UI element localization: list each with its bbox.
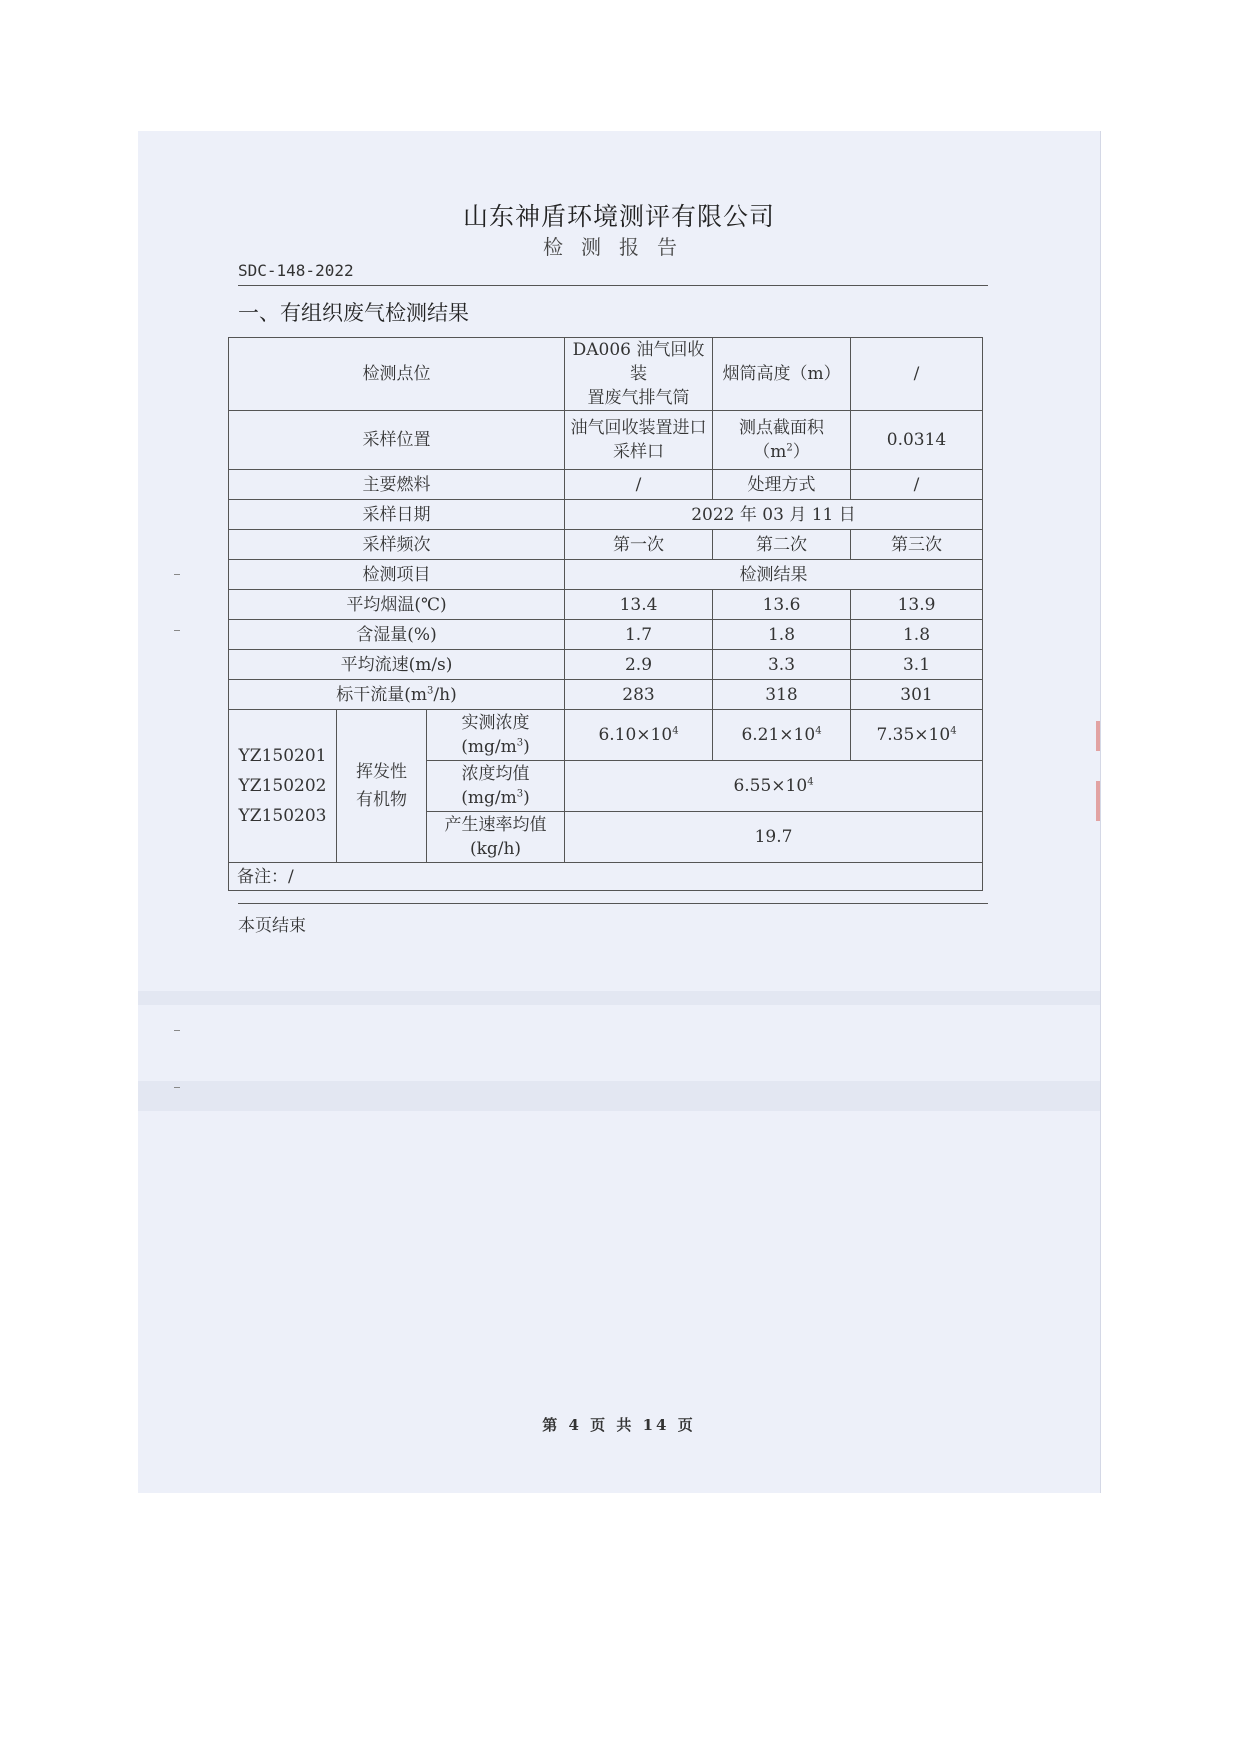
margin-tick [174,1030,180,1031]
cell-value: 13.9 [851,590,983,620]
section-area-value: 0.0314 [851,411,983,470]
sampling-position-label: 采样位置 [229,411,565,470]
unit-prefix: (mg/m [461,737,517,757]
point-value [565,338,713,411]
fuel-label: 主要燃料 [229,470,565,500]
unit-sup: 3 [516,788,524,800]
row-label: 含湿量(%) [229,620,565,650]
measured-mantissa: 7.35×10 [876,725,951,745]
cell-value: 1.8 [851,620,983,650]
footer-prefix: 第 [542,1416,561,1434]
frequency-2: 第二次 [713,530,851,560]
mean-label-text: 浓度均值 [461,764,530,784]
frequency-3: 第三次 [851,530,983,560]
sample-codes [229,710,337,863]
measured-exp: 4 [672,725,679,737]
measured-value [713,710,851,761]
table-row [229,530,983,560]
total-pages: 14 [642,1416,670,1434]
mean-exp: 4 [807,776,814,788]
date-label: 采样日期 [229,500,565,530]
measured-value [565,710,713,761]
end-of-page-note: 本页结束 [238,916,306,936]
results-table [228,337,983,891]
measured-exp: 4 [950,725,957,737]
pollutant-name [337,710,427,863]
sample-code: YZ150201 [238,746,327,766]
mean-mantissa: 6.55×10 [733,776,808,796]
footer-suffix: 页 [677,1416,696,1434]
table-row [229,411,983,470]
document-number: SDC-148-2022 [238,261,354,280]
header-rule [238,285,988,286]
table-row [229,620,983,650]
item-label: 检测项目 [229,560,565,590]
flow-value: 318 [713,680,851,710]
cell-value: 3.1 [851,650,983,680]
rate-value: 19.7 [565,812,983,863]
row-label: 平均流速(m/s) [229,650,565,680]
cell-value: 3.3 [713,650,851,680]
point-value-line1: DA006 油气回收装 [572,340,705,384]
row-label: 平均烟温(℃) [229,590,565,620]
cell-value: 13.4 [565,590,713,620]
flow-value: 283 [565,680,713,710]
rate-label-text: 产生速率均值 [444,815,547,835]
unit-prefix: (mg/m [461,788,517,808]
margin-tick [174,574,180,575]
measured-mantissa: 6.21×10 [741,725,816,745]
sample-code: YZ150202 [238,776,327,796]
table-row [229,470,983,500]
stack-height-label: 烟筒高度（m） [713,338,851,411]
cell-value: 1.8 [713,620,851,650]
unit-suffix: ) [523,737,530,757]
table-row [229,500,983,530]
measured-value [851,710,983,761]
section-area-label-suffix: ） [792,442,810,462]
section-area-label [713,411,851,470]
measured-label [427,710,565,761]
rate-unit: (kg/h) [469,839,522,859]
page-footer [138,1414,1100,1435]
unit-sup: 3 [516,737,524,749]
table-row [229,590,983,620]
unit-suffix: ) [523,788,530,808]
flow-label [229,680,565,710]
sampling-position-line1: 油气回收装置进口 [570,418,707,438]
measured-exp: 4 [815,725,822,737]
frequency-1: 第一次 [565,530,713,560]
cell-value: 13.6 [713,590,851,620]
result-label: 检测结果 [565,560,983,590]
scan-band [138,1081,1100,1111]
seal-fragment [1096,781,1100,821]
treatment-value: / [851,470,983,500]
pollutant-line2: 有机物 [356,790,407,810]
measured-mantissa: 6.10×10 [598,725,673,745]
document-page [138,131,1101,1493]
frequency-label: 采样频次 [229,530,565,560]
page-number: 4 [568,1416,582,1434]
flow-value: 301 [851,680,983,710]
measured-label-text: 实测浓度 [461,713,530,733]
stack-height-value: / [851,338,983,411]
margin-tick [174,1087,180,1088]
flow-label-suffix: /h) [433,684,457,705]
flow-label-sup: 3 [427,684,434,696]
rate-label [427,812,565,863]
scan-band [138,991,1100,1005]
table-row [229,560,983,590]
company-name: 山东神盾环境测评有限公司 [462,202,775,231]
sampling-position-value [565,411,713,470]
section-area-label-prefix: 测点截面积（m [739,418,825,462]
table-row [229,650,983,680]
table-row [229,680,983,710]
footer-rule [238,903,988,904]
point-label: 检测点位 [229,338,565,411]
pollutant-line1: 挥发性 [356,762,407,782]
cell-value: 2.9 [565,650,713,680]
date-value: 2022 年 03 月 11 日 [565,500,983,530]
footer-middle: 页 共 [590,1416,635,1434]
report-title: 检测报告 [543,235,695,259]
section-area-label-sup: 2 [786,442,793,454]
mean-value [565,761,983,812]
mean-label [427,761,565,812]
point-value-line2: 置废气排气筒 [587,388,690,408]
seal-fragment [1096,721,1100,751]
fuel-value: / [565,470,713,500]
sampling-position-line2: 采样口 [613,442,665,462]
table-row [229,710,983,761]
treatment-label: 处理方式 [713,470,851,500]
margin-tick [174,630,180,631]
table-row [229,338,983,411]
table-row [229,863,983,891]
flow-label-prefix: 标干流量(m [336,684,428,705]
remark: 备注：/ [229,863,983,891]
sample-code: YZ150203 [238,806,327,826]
cell-value: 1.7 [565,620,713,650]
section-title: 一、有组织废气检测结果 [238,301,469,325]
